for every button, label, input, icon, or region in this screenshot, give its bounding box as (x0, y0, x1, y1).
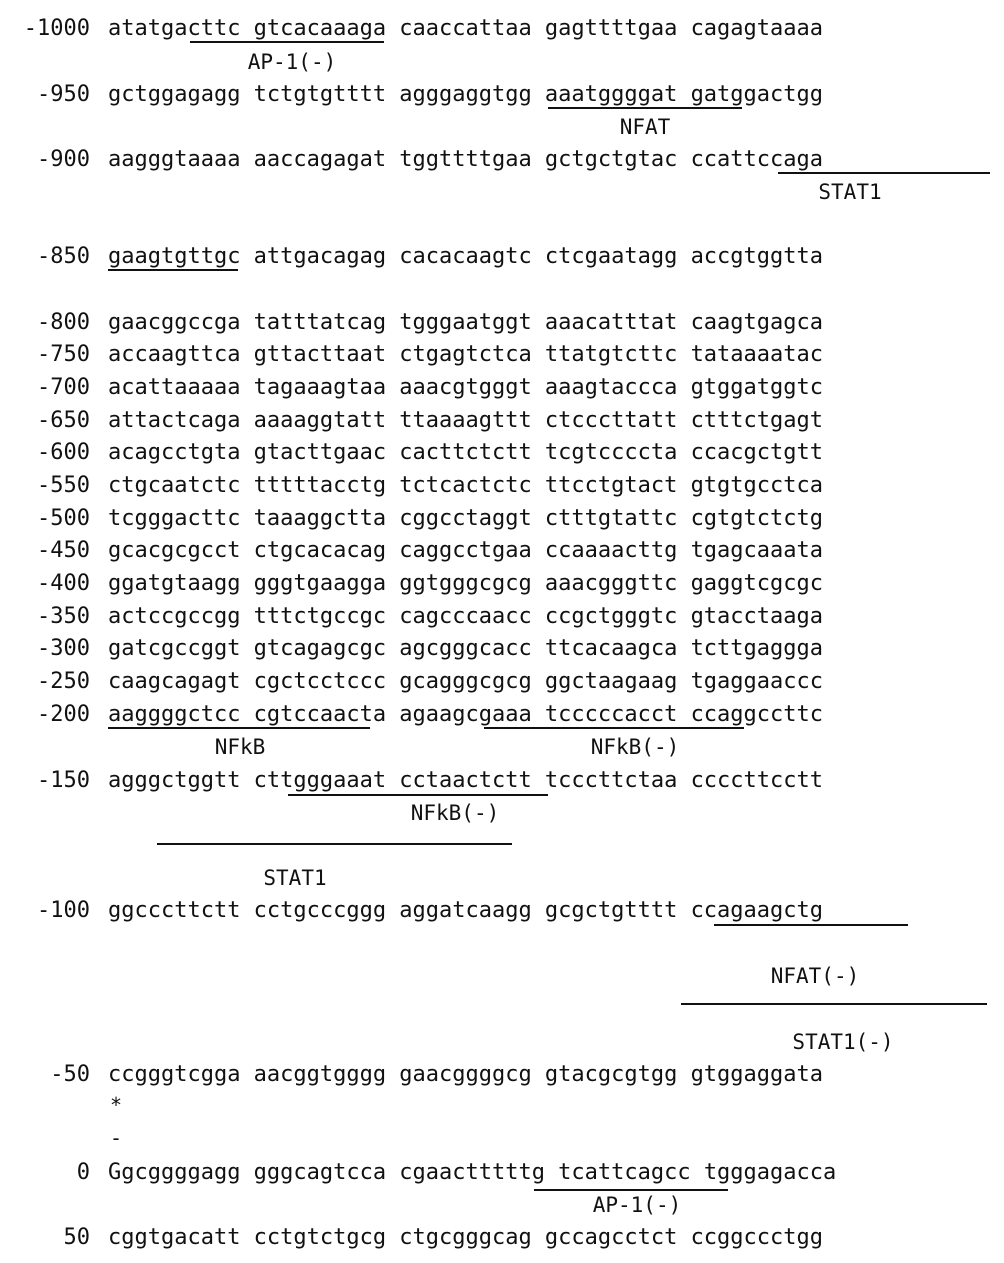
sequence-group: ctcccttatt (544, 408, 678, 433)
sequence-group: tctgtgtttt (253, 82, 387, 107)
sequence-row (0, 767, 1004, 795)
sequence-group: cggtgacatt (108, 1225, 241, 1250)
sequence-group: cttgggaaat (253, 768, 387, 793)
position-number: -450 (37, 538, 90, 563)
sequence-row (0, 1061, 1004, 1089)
sequence-group: gatggactgg (690, 82, 824, 107)
sequence-text (108, 81, 823, 109)
sequence-row (0, 505, 1004, 533)
sequence-group: gtacgcgtgg (544, 1062, 678, 1087)
sequence-group: cgctcctccc (253, 669, 387, 694)
sequence-group: agcgggcacc (399, 636, 532, 661)
nfkb-minus-label-2: NFkB(-) (410, 801, 500, 825)
sequence-group: ctgcgggcag (399, 1225, 532, 1250)
sequence-group: tgaggaaccc (690, 669, 824, 694)
sequence-group: gtcacaaaga (253, 16, 387, 41)
position-number: -700 (37, 375, 90, 400)
nfkb-underline (108, 727, 370, 729)
sequence-text (108, 767, 823, 795)
sequence-group: tcccttctaa (544, 768, 678, 793)
sequence-text (108, 146, 823, 174)
stat1-underline-top (778, 172, 990, 174)
sequence-text (108, 439, 823, 467)
position-number: -550 (37, 473, 90, 498)
sequence-group: ccaaaacttg (544, 538, 678, 563)
sequence-group: gatcgccggt (108, 636, 241, 661)
nfat-underline-top (548, 107, 742, 109)
position-number: 0 (76, 1160, 90, 1185)
sequence-text (108, 243, 823, 271)
position-number: -200 (37, 702, 90, 727)
sequence-group: aagggtaaaa (108, 147, 241, 172)
sequence-group: gaacggggcg (399, 1062, 532, 1087)
position-number: -850 (37, 244, 90, 269)
sequence-group: aaacgggttc (544, 571, 678, 596)
sequence-text (108, 1061, 823, 1089)
sequence-group: cctgcccggg (253, 898, 387, 923)
sequence-group: ggcccttctt (108, 898, 241, 923)
sequence-group: gctggagagg (108, 82, 241, 107)
stat1-minus-overline (681, 1003, 987, 1005)
sequence-row (0, 472, 1004, 500)
sequence-group: tatttatcag (253, 310, 387, 335)
sequence-group: gcgctgtttt (544, 898, 678, 923)
sequence-group: tttttacctg (253, 473, 387, 498)
sequence-text (108, 1224, 823, 1252)
sequence-group: actccgccgg (108, 604, 241, 629)
sequence-group: ttaaaagttt (399, 408, 532, 433)
sequence-text (108, 1159, 836, 1187)
sequence-group: ccagaagctg (690, 898, 824, 923)
transcription-start-star: * (110, 1093, 123, 1117)
sequence-text (108, 537, 823, 565)
ap1-minus-underline (534, 1189, 728, 1191)
position-number: -1000 (23, 16, 90, 41)
sequence-group: cgaactttttg (399, 1160, 545, 1185)
sequence-text (108, 668, 823, 696)
sequence-group: ggtgggcgcg (399, 571, 532, 596)
sequence-row (0, 570, 1004, 598)
sequence-group: cagcccaacc (399, 604, 532, 629)
sequence-group: caggcctgaa (399, 538, 532, 563)
stat1-underline-cont (108, 269, 238, 271)
position-number: -300 (37, 636, 90, 661)
sequence-group: caagtgagca (690, 310, 824, 335)
sequence-group: gtggaggata (690, 1062, 824, 1087)
transcription-start-dash: - (110, 1126, 123, 1150)
sequence-group: gtcagagcgc (253, 636, 387, 661)
sequence-group: ttcacaagca (544, 636, 678, 661)
sequence-group: tcattcagcc (558, 1160, 691, 1185)
position-number: -400 (37, 571, 90, 596)
sequence-group: agaagcgaaa (399, 702, 532, 727)
sequence-group: tcccccacct (544, 702, 678, 727)
sequence-text (108, 505, 823, 533)
position-number: -900 (37, 147, 90, 172)
sequence-group: cgtccaacta (253, 702, 387, 727)
sequence-group: ccgctgggtc (544, 604, 678, 629)
sequence-group: tcgggacttc (108, 506, 241, 531)
position-number: -600 (37, 440, 90, 465)
sequence-group: gtgtgcctca (690, 473, 824, 498)
nfkb-label: NFkB (214, 735, 266, 759)
sequence-row (0, 537, 1004, 565)
sequence-group: tcgtccccta (544, 440, 678, 465)
sequence-group: ggctaagaag (544, 669, 678, 694)
sequence-text (108, 701, 823, 729)
sequence-group: ctgagtctca (399, 342, 532, 367)
sequence-text (108, 309, 823, 337)
sequence-group: aaacgtgggt (399, 375, 532, 400)
sequence-row (0, 146, 1004, 174)
sequence-group: aaacatttat (544, 310, 678, 335)
sequence-group: ccgggtcgga (108, 1062, 241, 1087)
sequence-row (0, 407, 1004, 435)
sequence-row (0, 668, 1004, 696)
nfkb-minus-underline-2 (288, 794, 548, 796)
sequence-group: tctcactctc (399, 473, 532, 498)
sequence-group: accgtggtta (690, 244, 824, 269)
sequence-group: tgggagacca (703, 1160, 837, 1185)
position-number: -350 (37, 604, 90, 629)
sequence-group: ccggccctgg (690, 1225, 824, 1250)
position-number: -650 (37, 408, 90, 433)
sequence-group: accaagttca (108, 342, 241, 367)
stat1-label-mid: STAT1 (263, 866, 327, 890)
stat1-overline (157, 843, 512, 845)
sequence-row (0, 243, 1004, 271)
sequence-text (108, 15, 823, 43)
sequence-group: aaatggggat (544, 82, 678, 107)
sequence-group: ccacgctgtt (690, 440, 824, 465)
sequence-group: gcacgcgcct (108, 538, 241, 563)
sequence-group: cggcctaggt (399, 506, 532, 531)
sequence-group: ttatgtcttc (544, 342, 678, 367)
sequence-group: ctcgaatagg (544, 244, 678, 269)
position-number: -50 (50, 1062, 90, 1087)
sequence-row (0, 1224, 1004, 1252)
sequence-group: gggcagtcca (253, 1160, 387, 1185)
sequence-group: ggatgtaagg (108, 571, 241, 596)
sequence-group: tcttgaggga (690, 636, 824, 661)
sequence-group: gtacctaaga (690, 604, 824, 629)
position-number: -500 (37, 506, 90, 531)
sequence-row (0, 374, 1004, 402)
sequence-group: ctgcaatctc (108, 473, 241, 498)
sequence-group: gggtgaagga (253, 571, 387, 596)
sequence-row (0, 897, 1004, 925)
nfkb-minus-underline (484, 727, 744, 729)
sequence-group: acattaaaaa (108, 375, 241, 400)
position-number: -750 (37, 342, 90, 367)
nfkb-minus-label: NFkB(-) (590, 735, 680, 759)
sequence-group: cacacaagtc (399, 244, 532, 269)
sequence-group: cgtgtctctg (690, 506, 824, 531)
sequence-group: caaccattaa (399, 16, 532, 41)
sequence-group: ccattccaga (690, 147, 824, 172)
nfat-minus-label: NFAT(-) (770, 964, 860, 988)
sequence-text (108, 603, 823, 631)
position-number: -150 (37, 768, 90, 793)
sequence-group: ctttctgagt (690, 408, 824, 433)
sequence-group: aacggtgggg (253, 1062, 387, 1087)
sequence-group: caagcagagt (108, 669, 241, 694)
sequence-group: aaaaggtatt (253, 408, 387, 433)
sequence-row (0, 81, 1004, 109)
sequence-group: gaagtgttgc (108, 244, 241, 269)
sequence-row (0, 309, 1004, 337)
nfat-label-top: NFAT (619, 115, 671, 139)
sequence-row (0, 701, 1004, 729)
sequence-group: ttcctgtact (544, 473, 678, 498)
sequence-group: agggaggtgg (399, 82, 532, 107)
sequence-group: acagcctgta (108, 440, 241, 465)
stat1-minus-label: STAT1(-) (792, 1030, 894, 1054)
sequence-group: cacttctctt (399, 440, 532, 465)
sequence-group: gcagggcgcg (399, 669, 532, 694)
sequence-text (108, 374, 823, 402)
sequence-group: tgagcaaata (690, 538, 824, 563)
sequence-group: ccaggccttc (690, 702, 824, 727)
sequence-group: aaagtaccca (544, 375, 678, 400)
sequence-group: gtggatggtc (690, 375, 824, 400)
sequence-group: agggctggtt (108, 768, 241, 793)
sequence-group: cagagtaaaa (690, 16, 824, 41)
sequence-group: cctgtctgcg (253, 1225, 387, 1250)
sequence-group: tggttttgaa (399, 147, 532, 172)
sequence-group: attgacagag (253, 244, 387, 269)
sequence-group: cctaactctt (399, 768, 532, 793)
sequence-text (108, 407, 823, 435)
sequence-row (0, 341, 1004, 369)
sequence-row (0, 439, 1004, 467)
nfat-minus-underline (714, 924, 908, 926)
sequence-text (108, 472, 823, 500)
sequence-group: gtacttgaac (253, 440, 387, 465)
sequence-group: aggatcaagg (399, 898, 532, 923)
position-number: -250 (37, 669, 90, 694)
sequence-group: gctgctgtac (544, 147, 678, 172)
sequence-text (108, 897, 823, 925)
position-number: -800 (37, 310, 90, 335)
sequence-group: gagttttgaa (544, 16, 678, 41)
sequence-group: atatgacttc (108, 16, 241, 41)
sequence-text (108, 570, 823, 598)
sequence-group: aaggggctcc (108, 702, 241, 727)
sequence-group: gccagcctct (544, 1225, 678, 1250)
sequence-group: taaaggctta (253, 506, 387, 531)
sequence-group: ctttgtattc (544, 506, 678, 531)
position-number: -100 (37, 898, 90, 923)
position-number: -950 (37, 82, 90, 107)
sequence-group: gaggtcgcgc (690, 571, 824, 596)
stat1-label-top: STAT1 (818, 180, 882, 204)
sequence-group: attactcaga (108, 408, 241, 433)
sequence-group: aaccagagat (253, 147, 387, 172)
sequence-group: tataaaatac (690, 342, 824, 367)
ap1-label-top: AP-1(-) (247, 50, 337, 74)
sequence-text (108, 635, 823, 663)
sequence-row (0, 15, 1004, 43)
sequence-group: tgggaatggt (399, 310, 532, 335)
sequence-row (0, 1159, 1004, 1187)
sequence-row (0, 635, 1004, 663)
sequence-group: ctgcacacag (253, 538, 387, 563)
sequence-group: gaacggccga (108, 310, 241, 335)
ap1-minus-label: AP-1(-) (592, 1193, 682, 1217)
sequence-group: tagaaagtaa (253, 375, 387, 400)
sequence-group: tttctgccgc (253, 604, 387, 629)
ap1-underline-top (190, 41, 384, 43)
sequence-text (108, 341, 823, 369)
sequence-row (0, 603, 1004, 631)
position-number: 50 (63, 1225, 90, 1250)
sequence-group: ccccttcctt (690, 768, 824, 793)
sequence-group: Ggcggggagg (108, 1160, 241, 1185)
sequence-group: gttacttaat (253, 342, 387, 367)
